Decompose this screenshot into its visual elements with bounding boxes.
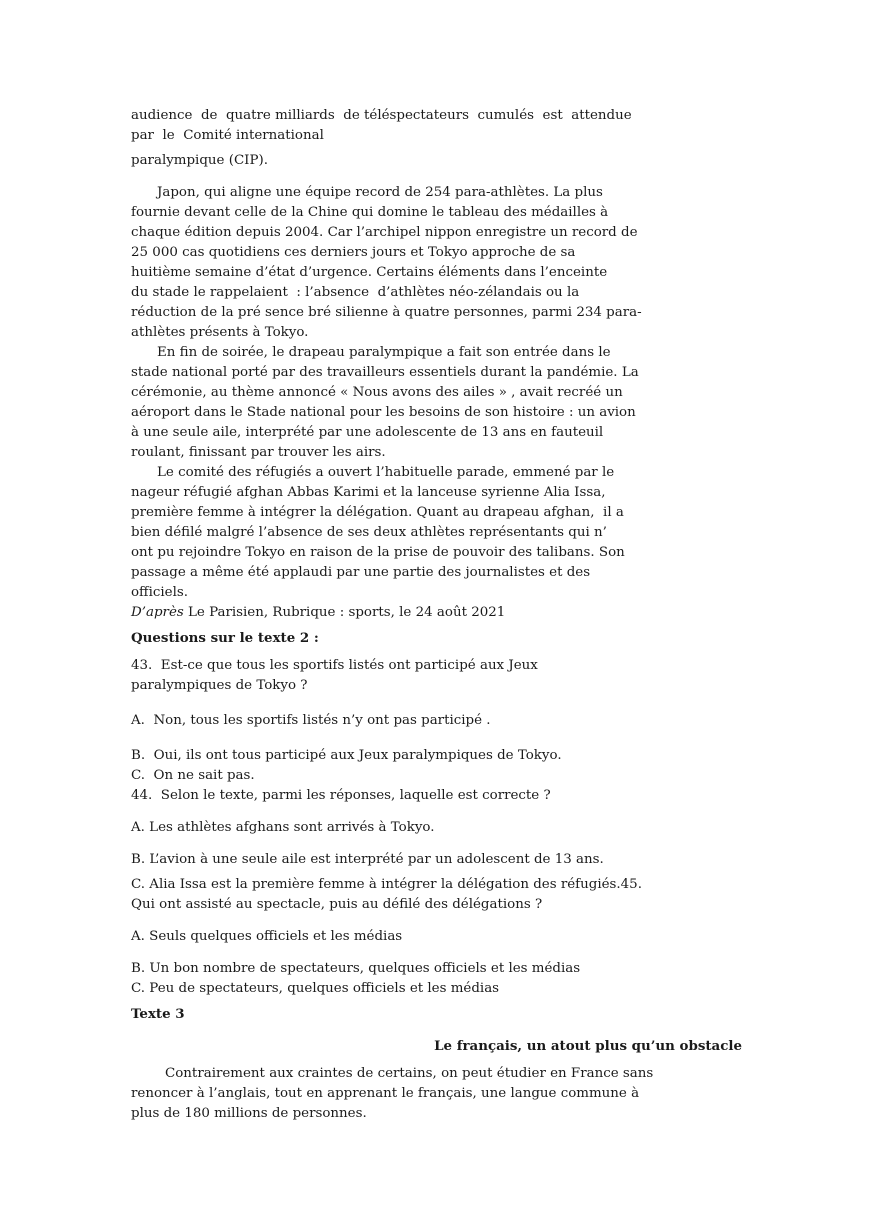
question-44: 44. Selon le texte, parmi les réponses, laquelle est correcte ?	[131, 788, 551, 803]
text-line: réduction de la pré sence bré silienne à quatre personnes, parmi 234 para-	[131, 305, 642, 320]
question-text: paralympiques de Tokyo ?	[131, 678, 308, 693]
text-line: par le Comité international	[131, 128, 324, 143]
text-line: première femme à intégrer la délégation. Quant au drapeau afghan, il a	[131, 505, 624, 520]
text-line: stade national porté par des travailleurs essentiels durant la pandémie. La	[131, 365, 639, 380]
text-line: athlètes présents à Tokyo.	[131, 325, 309, 340]
texte3-label: Texte 3	[131, 1006, 185, 1022]
text-line: à une seule aile, interprété par une adolescente de 13 ans en fauteuil	[131, 425, 604, 440]
text-line: nageur réfugié afghan Abbas Karimi et la lanceuse syrienne Alia Issa,	[131, 485, 606, 500]
q45-option-b: B. Un bon nombre de spectateurs, quelques officiels et les médias	[131, 961, 581, 976]
q44-option-a: A. Les athlètes afghans sont arrivés à Tokyo.	[131, 820, 435, 835]
paragraph-drapeau	[131, 343, 746, 463]
text-line: paralympique (CIP).	[131, 153, 268, 168]
question-45: Qui ont assisté au spectacle, puis au défilé des délégations ?	[131, 897, 543, 912]
source-italic: D’après	[131, 605, 184, 620]
texte3-title: Le français, un atout plus qu’un obstacle	[434, 1038, 742, 1054]
q43-option-c: C. On ne sait pas.	[131, 768, 255, 783]
q44-option-b: B. L’avion à une seule aile est interprété par un adolescent de 13 ans.	[131, 852, 604, 867]
text-line: officiels.	[131, 585, 188, 600]
text-line: ont pu rejoindre Tokyo en raison de la prise de pouvoir des talibans. Son	[131, 545, 625, 560]
text-line: audience de quatre milliards de téléspectateurs cumulés est attendue	[131, 108, 632, 123]
q45-option-a: A. Seuls quelques officiels et les médias	[131, 929, 403, 944]
text-line: du stade le rappelaient : l’absence d’athlètes néo-zélandais ou la	[131, 285, 580, 300]
text-line: cérémonie, au thème annoncé « Nous avons des ailes » , avait recréé un	[131, 385, 623, 400]
source-text: Le Parisien, Rubrique : sports, le 24 août 2021	[183, 605, 506, 620]
q43-option-b: B. Oui, ils ont tous participé aux Jeux paralympiques de Tokyo.	[131, 748, 562, 763]
text-line: Le comité des réfugiés a ouvert l’habituelle parade, emmené par le	[157, 465, 615, 480]
text-line: 25 000 cas quotidiens ces derniers jours et Tokyo approche de sa	[131, 245, 576, 260]
text-line: passage a même été applaudi par une partie des journalistes et des	[131, 565, 591, 580]
intro-paragraph	[131, 106, 746, 171]
texte3-paragraph	[131, 1064, 746, 1124]
text-line: roulant, finissant par trouver les airs.	[131, 445, 386, 460]
text-line: En fin de soirée, le drapeau paralympique a fait son entrée dans le	[157, 345, 611, 360]
q43-option-a: A. Non, tous les sportifs listés n’y ont pas participé .	[131, 713, 491, 728]
questions-heading: Questions sur le texte 2 :	[131, 630, 319, 646]
q44-option-c: C. Alia Issa est la première femme à intégrer la délégation des réfugiés.45.	[131, 877, 642, 892]
paragraph-refugies	[131, 463, 746, 603]
text-line: Japon, qui aligne une équipe record de 254 para-athlètes. La plus	[157, 185, 603, 200]
question-43	[131, 656, 746, 696]
text-line: plus de 180 millions de personnes.	[131, 1106, 367, 1121]
paragraph-japon	[131, 183, 746, 343]
text-line: huitième semaine d’état d’urgence. Certains éléments dans l’enceinte	[131, 265, 608, 280]
text-line: chaque édition depuis 2004. Car l’archipel nippon enregistre un record de	[131, 225, 638, 240]
q45-option-c: C. Peu de spectateurs, quelques officiels et les médias	[131, 981, 500, 996]
text-line: bien défilé malgré l’absence de ses deux athlètes représentants qui n’	[131, 525, 607, 540]
text-line: fournie devant celle de la Chine qui domine le tableau des médailles à	[131, 205, 609, 220]
document-page	[131, 106, 746, 1124]
source-citation	[131, 603, 746, 623]
text-line: Contrairement aux craintes de certains, on peut étudier en France sans	[165, 1066, 654, 1081]
text-line: aéroport dans le Stade national pour les besoins de son histoire : un avion	[131, 405, 636, 420]
question-text: 43. Est-ce que tous les sportifs listés ont participé aux Jeux	[131, 658, 538, 673]
text-line: renoncer à l’anglais, tout en apprenant le français, une langue commune à	[131, 1086, 640, 1101]
